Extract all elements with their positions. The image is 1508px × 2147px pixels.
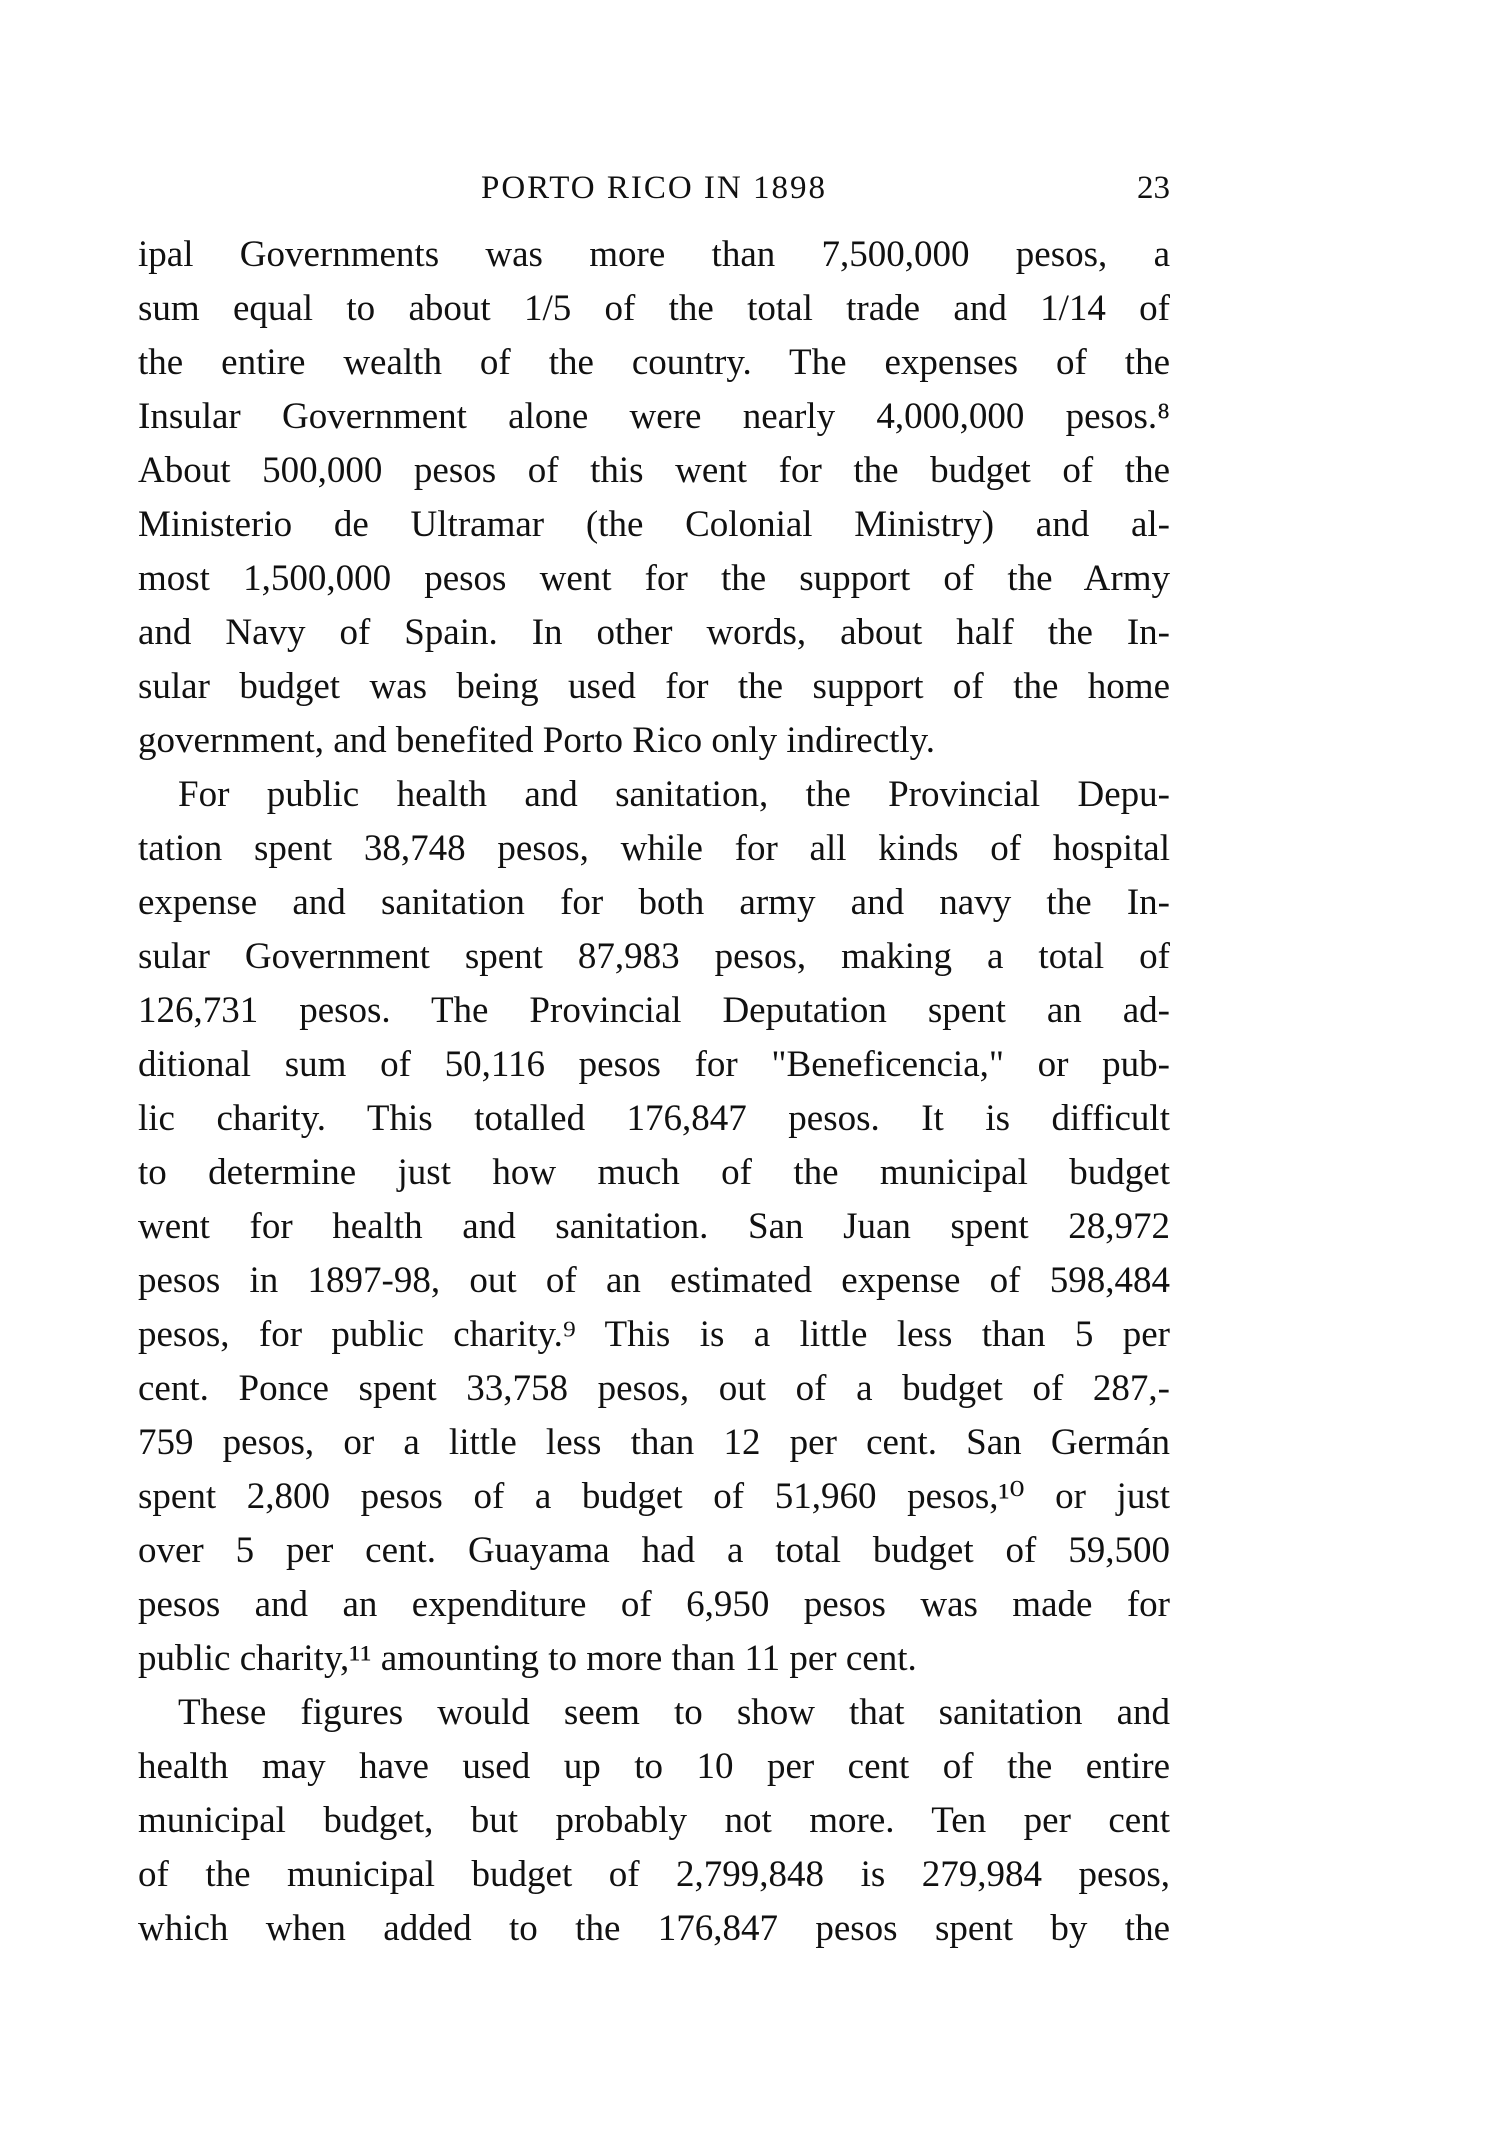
text-line: 126,731 pesos. The Provincial Deputation spent an ad- (138, 990, 1170, 1031)
text-line: Insular Government alone were nearly 4,000,000 pesos.⁸ (138, 396, 1170, 437)
text-line: which when added to the 176,847 pesos spent by the (138, 1908, 1170, 1949)
text-line: and Navy of Spain. In other words, about half the In- (138, 612, 1170, 653)
text-line: sular Government spent 87,983 pesos, making a total of (138, 936, 1170, 977)
text-line: municipal budget, but probably not more. Ten per cent (138, 1800, 1170, 1841)
running-head (138, 170, 1170, 218)
text-line: pesos in 1897-98, out of an estimated expense of 598,484 (138, 1260, 1170, 1301)
text-line: to determine just how much of the municipal budget (138, 1152, 1170, 1193)
text-line: government, and benefited Porto Rico only indirectly. (138, 720, 936, 761)
text-line: public charity,¹¹ amounting to more than 11 per cent. (138, 1638, 917, 1679)
text-line: pesos and an expenditure of 6,950 pesos was made for (138, 1584, 1170, 1625)
text-line: went for health and sanitation. San Juan spent 28,972 (138, 1206, 1170, 1247)
body-text (138, 228, 1170, 1956)
text-line: expense and sanitation for both army and navy the In- (138, 882, 1170, 923)
text-line: lic charity. This totalled 176,847 pesos. It is difficult (138, 1098, 1170, 1139)
text-line: most 1,500,000 pesos went for the support of the Army (138, 558, 1170, 599)
text-line: About 500,000 pesos of this went for the budget of the (138, 450, 1170, 491)
text-line: cent. Ponce spent 33,758 pesos, out of a budget of 287,- (138, 1368, 1170, 1409)
text-line: of the municipal budget of 2,799,848 is 279,984 pesos, (138, 1854, 1170, 1895)
text-line: pesos, for public charity.⁹ This is a little less than 5 per (138, 1314, 1170, 1355)
running-title: PORTO RICO IN 1898 (480, 170, 828, 206)
text-line: spent 2,800 pesos of a budget of 51,960 pesos,¹⁰ or just (138, 1476, 1170, 1517)
text-line: ipal Governments was more than 7,500,000 pesos, a (138, 234, 1170, 275)
text-line: health may have used up to 10 per cent of the entire (138, 1746, 1170, 1787)
text-line: the entire wealth of the country. The expenses of the (138, 342, 1170, 383)
text-line: over 5 per cent. Guayama had a total budget of 59,500 (138, 1530, 1170, 1571)
text-line: Ministerio de Ultramar (the Colonial Ministry) and al- (138, 504, 1170, 545)
text-line: sular budget was being used for the support of the home (138, 666, 1170, 707)
page-number: 23 (1137, 170, 1170, 206)
text-line: These figures would seem to show that sanitation and (178, 1692, 1170, 1733)
text-line: 759 pesos, or a little less than 12 per cent. San Germán (138, 1422, 1170, 1463)
text-line: tation spent 38,748 pesos, while for all kinds of hospital (138, 828, 1170, 869)
text-line: For public health and sanitation, the Provincial Depu- (178, 774, 1170, 815)
text-line: ditional sum of 50,116 pesos for "Beneficencia," or pub- (138, 1044, 1170, 1085)
text-line: sum equal to about 1/5 of the total trade and 1/14 of (138, 288, 1170, 329)
